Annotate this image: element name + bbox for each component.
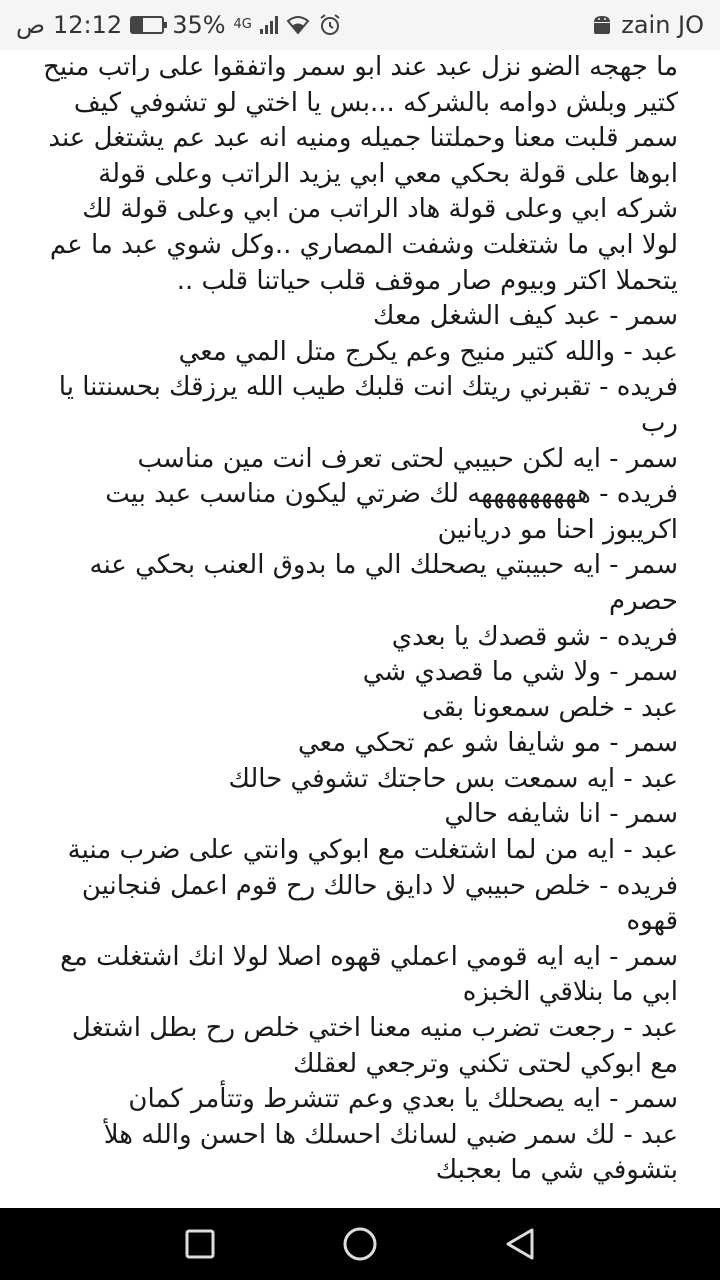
back-button[interactable] bbox=[490, 1214, 550, 1274]
story-line: سمر - ايه لكن حبيبي لحتى تعرف انت مين مناسب bbox=[137, 443, 678, 474]
alarm-icon bbox=[318, 13, 342, 37]
navigation-bar bbox=[0, 1208, 720, 1280]
story-line: عبد - ايه سمعت بس حاجتك تشوفي حالك bbox=[228, 763, 678, 794]
story-text bbox=[0, 50, 720, 1208]
wifi-icon bbox=[286, 15, 310, 35]
status-right bbox=[591, 11, 704, 39]
clock: 12:12 bbox=[53, 11, 123, 39]
battery-percent: 35% bbox=[172, 11, 226, 39]
back-triangle-icon bbox=[504, 1227, 536, 1261]
recents-button[interactable] bbox=[170, 1214, 230, 1274]
story-line: عبد - رجعت تضرب منيه معنا اختي خلص رح بطل اشتغل مع ابوكي لحتى تكني وترجعي لعقلك bbox=[71, 1013, 678, 1079]
story-line: فريده - تقبرني ريتك انت قلبك طيب الله يرزقك بحسنتنا يا رب bbox=[58, 372, 678, 438]
story-line: فريده - خلص حبيبي لا دايق حالك رح قوم اعمل فنجانين قهوه bbox=[81, 870, 678, 937]
carrier-name: zain JO bbox=[621, 11, 704, 39]
story-line: سمر - مو شايفا شو عم تحكي معي bbox=[298, 728, 678, 759]
story-line: فريده - شو قصدك يا بعدي bbox=[391, 621, 678, 652]
status-bar bbox=[0, 0, 720, 50]
story-line: ما جهجه الضو نزل عبد عند ابو سمر واتفقوا على راتب منيح كتير وبلش دوامه بالشركه ...بس يا اختي لو تشوفي كيف سمر قلبت معنا وحملتنا جميله ومنيه انه عبد عم يشتغل عند ابوها على قولة بحكي معي ابي يزيد الراتب وعلى قولة شركه ابي وعلى قولة هاد الراتب من ابي وعلى قولة لك لولا ابي ما شتغلت وشفت المصاري ..وكل شوي عبد ما عم يتحملا اكتر وبيوم صار موقف قلب حياتنا قلب .. bbox=[43, 52, 678, 296]
am-pm-indicator: ص bbox=[16, 11, 46, 39]
recents-square-icon bbox=[185, 1229, 215, 1259]
story-line: سمر - عبد كيف الشغل معك bbox=[373, 301, 678, 332]
story-line: فريده - هههههههههه لك ضرتي ليكون مناسب عبد بيت اكريبوز احنا مو دريانين bbox=[105, 479, 678, 545]
battery-icon bbox=[130, 16, 164, 34]
story-line: سمر - ايه حبيبتي يصحلك الي ما بدوق العنب بحكي عنه حصرم bbox=[89, 550, 678, 616]
story-line: سمر - ولا شي ما قصدي شي bbox=[362, 657, 678, 688]
network-type: 4G bbox=[233, 17, 252, 32]
story-line: سمر - ايه ايه قومي اعملي قهوه اصلا لولا انك اشتغلت مع ابي ما بنلاقي الخبزه bbox=[60, 941, 678, 1008]
story-line: عبد - خلص سمعونا بقى bbox=[422, 692, 678, 723]
status-left bbox=[16, 11, 342, 39]
home-button[interactable] bbox=[330, 1214, 390, 1274]
android-icon bbox=[591, 13, 613, 37]
signal-icon bbox=[260, 16, 278, 34]
story-line: عبد - والله كتير منيح وعم يكرج متل المي معي bbox=[178, 336, 678, 367]
story-line: عبد - لك سمر ضبي لسانك احسلك ها احسن والله هلأ بتشوفي شي ما بعجبك bbox=[103, 1119, 678, 1186]
home-circle-icon bbox=[342, 1226, 378, 1262]
story-line: عبد - ايه من لما اشتغلت مع ابوكي وانتي على ضرب منية bbox=[67, 835, 678, 866]
story-line: سمر - ايه يصحلك يا بعدي وعم تتشرط وتتأمر كمان bbox=[128, 1084, 678, 1115]
story-line: سمر - انا شايفه حالي bbox=[444, 799, 678, 830]
